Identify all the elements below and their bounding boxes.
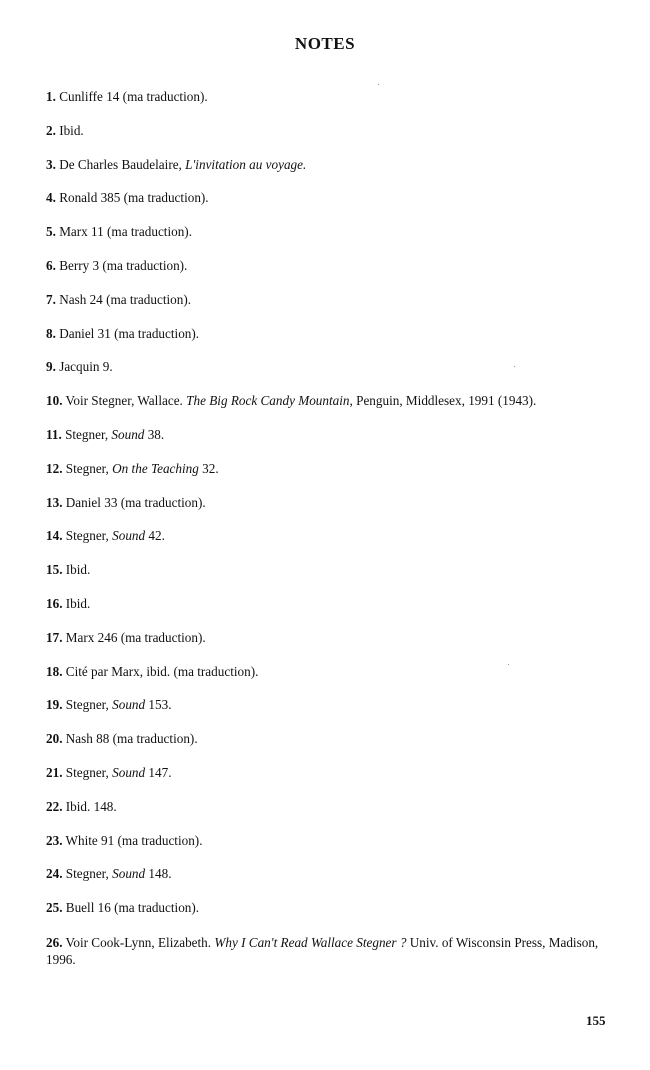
- note-text: Stegner,: [62, 764, 113, 780]
- note-number: 20.: [46, 731, 63, 747]
- note-item: [46, 833, 616, 849]
- note-text: Buell 16 (ma traduction).: [62, 900, 200, 916]
- note-item: [46, 495, 616, 511]
- note-item: [46, 326, 616, 342]
- note-text: Daniel 31 (ma traduction).: [55, 325, 200, 341]
- note-number: 21.: [46, 764, 63, 780]
- note-number: 19.: [46, 697, 63, 713]
- note-text: Ibid.: [62, 595, 91, 611]
- note-text: Berry 3 (ma traduction).: [55, 257, 188, 273]
- page-number: 155: [586, 1013, 606, 1028]
- note-item: [46, 596, 616, 612]
- note-work-title: On the Teaching: [112, 460, 199, 476]
- note-item: [46, 190, 616, 206]
- note-text: De Charles Baudelaire,: [55, 156, 186, 172]
- note-number: 24.: [46, 866, 63, 882]
- note-item: [46, 89, 616, 105]
- note-number: 22.: [46, 798, 63, 814]
- note-text: Stegner,: [62, 866, 113, 882]
- note-item: [46, 900, 616, 916]
- scan-speck: [514, 366, 515, 367]
- note-number: 26.: [46, 934, 63, 950]
- note-text: Nash 88 (ma traduction).: [62, 731, 198, 747]
- note-text: Stegner,: [62, 460, 113, 476]
- note-text-after: Univ. of Wisconsin Press, Madison, 1996.: [46, 934, 599, 967]
- note-text: Stegner,: [62, 528, 113, 544]
- note-item: [46, 427, 616, 443]
- note-item: [46, 292, 616, 308]
- note-text: Voir Stegner, Wallace.: [62, 393, 187, 409]
- note-text: Voir Cook-Lynn, Elizabeth.: [62, 934, 215, 950]
- note-number: 18.: [46, 663, 63, 679]
- note-text-after: 147.: [145, 764, 172, 780]
- note-item: [46, 393, 616, 409]
- note-item: [46, 359, 616, 375]
- note-number: 5.: [46, 224, 56, 240]
- note-number: 23.: [46, 832, 63, 848]
- note-number: 13.: [46, 494, 63, 510]
- note-text: Marx 11 (ma traduction).: [55, 224, 192, 240]
- note-text: Jacquin 9.: [55, 359, 113, 375]
- note-number: 16.: [46, 595, 63, 611]
- note-item: [46, 630, 616, 646]
- note-item: [46, 258, 616, 274]
- note-text: Ronald 385 (ma traduction).: [55, 190, 209, 206]
- note-text-after: , Penguin, Middlesex, 1991 (1943).: [349, 393, 537, 409]
- note-text: Marx 246 (ma traduction).: [62, 629, 206, 645]
- note-item: [46, 934, 616, 968]
- note-number: 8.: [46, 325, 56, 341]
- note-text-after: 38.: [144, 426, 165, 442]
- note-text-after: 42.: [145, 528, 165, 544]
- note-number: 10.: [46, 393, 63, 409]
- note-work-title: Sound: [112, 528, 146, 544]
- note-item: [46, 765, 616, 781]
- note-number: 2.: [46, 122, 56, 138]
- note-text: Cunliffe 14 (ma traduction).: [55, 89, 208, 104]
- note-item: [46, 799, 616, 815]
- notes-list: [46, 89, 616, 986]
- scan-speck: [378, 84, 379, 85]
- note-text: White 91 (ma traduction).: [62, 832, 203, 848]
- note-work-title: Sound: [112, 697, 146, 713]
- note-item: [46, 157, 616, 173]
- note-item: [46, 664, 616, 680]
- note-text: Ibid.: [55, 122, 84, 138]
- note-number: 15.: [46, 562, 63, 578]
- note-item: [46, 731, 616, 747]
- note-item: [46, 528, 616, 544]
- note-text: Ibid.: [62, 562, 91, 578]
- scan-speck: [508, 664, 509, 665]
- note-number: 7.: [46, 291, 56, 307]
- note-number: 25.: [46, 900, 63, 916]
- note-number: 11.: [46, 426, 62, 442]
- note-number: 6.: [46, 257, 56, 273]
- note-text: Cité par Marx, ibid. (ma traduction).: [62, 663, 259, 679]
- note-work-title: The Big Rock Candy Mountain: [186, 393, 350, 409]
- note-text: Nash 24 (ma traduction).: [55, 291, 192, 307]
- note-text: Ibid. 148.: [62, 798, 117, 814]
- note-item: [46, 123, 616, 139]
- note-number: 9.: [46, 359, 56, 375]
- note-text: Daniel 33 (ma traduction).: [62, 494, 206, 510]
- note-work-title: L'invitation au voyage.: [185, 156, 307, 172]
- note-item: [46, 461, 616, 477]
- note-text-after: 153.: [145, 697, 172, 713]
- note-number: 1.: [46, 89, 56, 104]
- note-work-title: Why I Can't Read Wallace Stegner ?: [214, 934, 407, 950]
- note-number: 3.: [46, 156, 56, 172]
- note-work-title: Sound: [112, 866, 146, 882]
- note-number: 14.: [46, 528, 63, 544]
- page-title: NOTES: [294, 34, 356, 53]
- note-work-title: Sound: [111, 426, 145, 442]
- note-item: [46, 866, 616, 882]
- note-text-after: 32.: [198, 460, 219, 476]
- note-number: 17.: [46, 629, 63, 645]
- note-number: 12.: [46, 460, 63, 476]
- note-item: [46, 697, 616, 713]
- note-text-after: 148.: [145, 866, 172, 882]
- note-item: [46, 224, 616, 240]
- note-text: Stegner,: [62, 697, 113, 713]
- note-number: 4.: [46, 190, 56, 206]
- note-text: Stegner,: [61, 426, 112, 442]
- note-item: [46, 562, 616, 578]
- note-work-title: Sound: [112, 764, 146, 780]
